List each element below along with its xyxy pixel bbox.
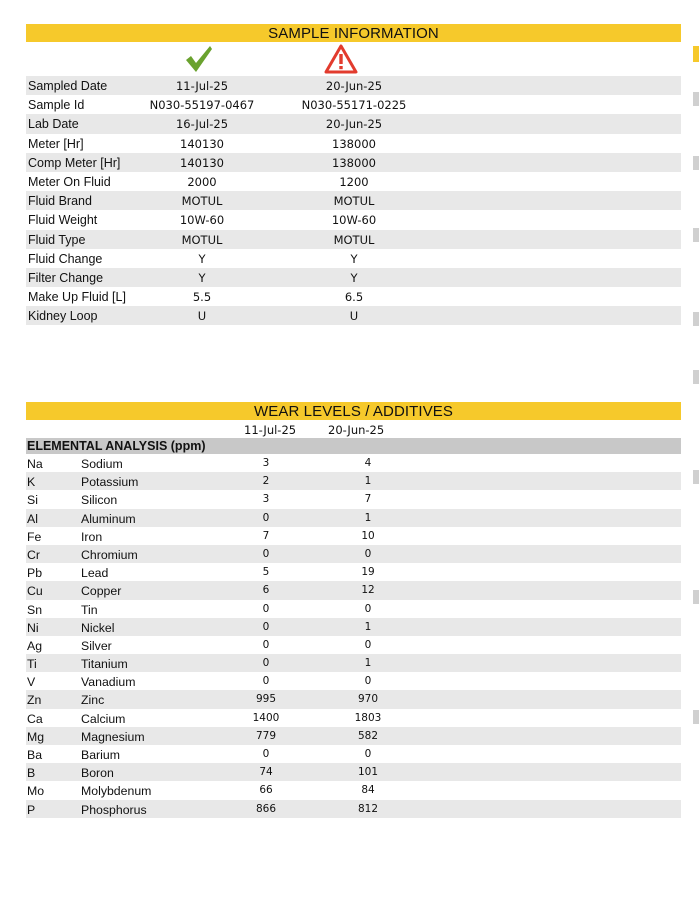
- element-row: [26, 745, 681, 763]
- element-symbol: Mo: [27, 784, 45, 799]
- sample-info-row: [26, 172, 681, 191]
- element-value-previous: 0: [364, 638, 372, 651]
- element-symbol: Fe: [27, 529, 42, 544]
- right-panel-shade: [693, 156, 699, 170]
- sample-value-previous: MOTUL: [333, 232, 375, 247]
- sample-label: Lab Date: [28, 117, 79, 132]
- sample-value-current: 11-Jul-25: [175, 79, 229, 93]
- element-value-previous: 19: [361, 566, 375, 579]
- element-name: Chromium: [81, 547, 138, 562]
- wear-date-2: 20-Jun-25: [328, 423, 385, 437]
- sample-info-table: [26, 76, 681, 325]
- element-row: [26, 618, 681, 636]
- sample-value-previous: Y: [350, 251, 358, 266]
- sample-value-previous: 138000: [332, 136, 376, 151]
- element-value-previous: 1: [364, 657, 372, 670]
- element-name: Sodium: [81, 457, 123, 471]
- sample-value-current: 5.5: [192, 290, 212, 305]
- element-value-current: 995: [255, 693, 277, 706]
- element-value-current: 1400: [252, 711, 280, 724]
- element-row: [26, 509, 681, 527]
- element-row: [26, 672, 681, 690]
- element-symbol: Cr: [27, 547, 40, 562]
- sample-info-row: [26, 210, 681, 229]
- sample-value-previous: 6.5: [344, 290, 364, 305]
- sample-label: Fluid Change: [28, 251, 103, 266]
- sample-info-row: [26, 191, 681, 210]
- element-value-previous: 0: [364, 748, 372, 760]
- sample-information-panel: [26, 24, 681, 325]
- sample-value-previous: 20-Jun-25: [325, 117, 383, 132]
- element-symbol: Ba: [27, 748, 43, 762]
- sample-label: Fluid Brand: [28, 194, 92, 209]
- sample-value-current: N030-55197-0467: [149, 98, 255, 113]
- sample-label: Fluid Type: [28, 232, 86, 247]
- element-symbol: Sn: [27, 602, 43, 617]
- element-value-current: 866: [255, 802, 277, 815]
- element-row: [26, 527, 681, 545]
- element-row: [26, 490, 681, 508]
- element-name: Iron: [81, 529, 103, 544]
- element-name: Silicon: [81, 493, 118, 508]
- element-row: [26, 800, 681, 818]
- warning-icon: [324, 44, 358, 74]
- element-name: Molybdenum: [81, 784, 152, 799]
- element-value-current: 3: [262, 457, 270, 469]
- sample-value-current: 140130: [180, 155, 224, 170]
- sample-value-current: U: [197, 309, 207, 324]
- element-name: Potassium: [81, 475, 139, 490]
- element-value-previous: 10: [361, 529, 375, 542]
- element-value-current: 6: [262, 584, 270, 597]
- element-value-current: 5: [262, 566, 270, 579]
- element-value-previous: 84: [361, 784, 375, 797]
- sample-value-previous: 138000: [332, 155, 376, 170]
- element-value-current: 0: [262, 511, 270, 524]
- element-value-current: 2: [262, 475, 270, 488]
- right-panel-shade: [693, 92, 699, 106]
- element-value-previous: 7: [364, 493, 372, 506]
- element-value-current: 0: [262, 657, 270, 670]
- sample-value-current: MOTUL: [181, 232, 223, 247]
- right-panel-shade: [693, 312, 699, 326]
- element-row: [26, 690, 681, 708]
- sample-value-previous: N030-55171-0225: [301, 98, 407, 113]
- sample-info-row: [26, 76, 681, 95]
- check-icon: [184, 44, 214, 74]
- element-value-previous: 1: [364, 475, 372, 488]
- element-row: [26, 563, 681, 581]
- element-name: Aluminum: [81, 511, 136, 526]
- element-value-current: 74: [259, 766, 273, 779]
- element-name: Calcium: [81, 711, 126, 726]
- element-value-current: 3: [262, 493, 270, 506]
- sample-label: Meter On Fluid: [28, 174, 111, 189]
- right-panel-shade: [693, 470, 699, 484]
- sample-value-previous: 10W-60: [331, 213, 377, 228]
- right-panel-shade: [693, 228, 699, 242]
- element-name: Magnesium: [81, 729, 145, 744]
- sample-value-previous: 20-Jun-25: [325, 79, 383, 93]
- sample-info-row: [26, 287, 681, 306]
- sample-label: Sampled Date: [28, 79, 108, 93]
- element-value-previous: 101: [357, 766, 379, 779]
- element-value-current: 0: [262, 547, 270, 560]
- element-value-current: 0: [262, 602, 270, 615]
- sample-info-row: [26, 95, 681, 114]
- sample-info-row: [26, 134, 681, 153]
- element-row: [26, 600, 681, 618]
- sample-label: Sample Id: [28, 98, 85, 113]
- sample-value-previous: Y: [350, 270, 358, 285]
- element-symbol: Al: [27, 511, 38, 526]
- wear-levels-panel: [26, 398, 681, 818]
- wear-date-header: [26, 420, 681, 438]
- element-value-previous: 1: [364, 511, 372, 524]
- sample-info-row: [26, 249, 681, 268]
- elemental-analysis-header: ELEMENTAL ANALYSIS (ppm): [26, 438, 681, 454]
- sample-label: Fluid Weight: [28, 213, 98, 228]
- element-symbol: V: [27, 675, 36, 690]
- sample-value-previous: 1200: [339, 174, 369, 189]
- right-panel-shade: [693, 370, 699, 384]
- element-symbol: Ca: [27, 711, 43, 726]
- element-value-current: 0: [262, 675, 270, 688]
- element-value-current: 0: [262, 620, 270, 633]
- element-row: [26, 472, 681, 490]
- element-symbol: Cu: [27, 584, 43, 599]
- element-symbol: Zn: [27, 693, 42, 708]
- element-value-previous: 12: [361, 584, 375, 597]
- sample-value-previous: U: [349, 309, 359, 324]
- element-name: Barium: [81, 748, 120, 762]
- element-value-previous: 4: [364, 457, 372, 469]
- element-value-current: 0: [262, 748, 270, 760]
- element-symbol: K: [27, 475, 36, 490]
- element-value-current: 779: [255, 729, 277, 742]
- element-row: [26, 581, 681, 599]
- element-value-previous: 1803: [354, 711, 382, 724]
- sample-value-current: 10W-60: [179, 213, 225, 228]
- element-value-previous: 0: [364, 675, 372, 688]
- element-value-previous: 970: [357, 693, 379, 706]
- element-row: [26, 545, 681, 563]
- sample-label: Kidney Loop: [28, 309, 98, 324]
- element-name: Phosphorus: [81, 802, 147, 817]
- right-panel-banner: [693, 46, 699, 62]
- element-row: [26, 763, 681, 781]
- wear-date-1: 11-Jul-25: [244, 423, 297, 437]
- element-symbol: P: [27, 802, 36, 817]
- element-value-previous: 0: [364, 602, 372, 615]
- sample-info-row: [26, 306, 681, 325]
- element-symbol: Ti: [27, 657, 37, 672]
- element-name: Lead: [81, 566, 109, 581]
- sample-value-current: 16-Jul-25: [175, 117, 229, 132]
- element-name: Vanadium: [81, 675, 136, 690]
- element-symbol: Ag: [27, 638, 43, 653]
- element-row: [26, 727, 681, 745]
- element-value-previous: 582: [357, 729, 379, 742]
- element-value-current: 0: [262, 638, 270, 651]
- element-value-current: 7: [262, 529, 270, 542]
- element-name: Silver: [81, 638, 112, 653]
- sample-info-row: [26, 153, 681, 172]
- element-value-previous: 0: [364, 547, 372, 560]
- wear-levels-title: WEAR LEVELS / ADDITIVES: [26, 402, 681, 420]
- status-icons-row: [26, 42, 681, 76]
- element-value-previous: 1: [364, 620, 372, 633]
- sample-value-current: MOTUL: [181, 194, 223, 209]
- element-row: [26, 654, 681, 672]
- sample-label: Meter [Hr]: [28, 136, 84, 151]
- sample-info-row: [26, 230, 681, 249]
- element-symbol: Na: [27, 457, 43, 471]
- element-row: [26, 454, 681, 472]
- right-panel-shade: [693, 590, 699, 604]
- element-symbol: Si: [27, 493, 38, 508]
- sample-information-title: SAMPLE INFORMATION: [26, 24, 681, 42]
- sample-info-row: [26, 268, 681, 287]
- element-symbol: B: [27, 766, 36, 781]
- element-name: Zinc: [81, 693, 105, 708]
- right-panel-shade: [693, 710, 699, 724]
- sample-label: Make Up Fluid [L]: [28, 290, 126, 305]
- sample-value-previous: MOTUL: [333, 194, 375, 209]
- sample-value-current: Y: [198, 270, 206, 285]
- element-row: [26, 781, 681, 799]
- element-symbol: Mg: [27, 729, 45, 744]
- element-row: [26, 636, 681, 654]
- element-name: Boron: [81, 766, 114, 781]
- element-value-current: 66: [259, 784, 273, 797]
- element-name: Copper: [81, 584, 122, 599]
- sample-label: Comp Meter [Hr]: [28, 155, 121, 170]
- sample-value-current: 140130: [180, 136, 224, 151]
- element-symbol: Ni: [27, 620, 39, 635]
- elemental-analysis-table: [26, 454, 681, 818]
- sample-value-current: 2000: [187, 174, 217, 189]
- sample-value-current: Y: [198, 251, 206, 266]
- element-symbol: Pb: [27, 566, 43, 581]
- element-row: [26, 709, 681, 727]
- element-name: Nickel: [81, 620, 115, 635]
- element-name: Titanium: [81, 657, 128, 672]
- sample-info-row: [26, 114, 681, 133]
- sample-label: Filter Change: [28, 270, 104, 285]
- element-name: Tin: [81, 602, 98, 617]
- element-value-previous: 812: [357, 802, 379, 815]
